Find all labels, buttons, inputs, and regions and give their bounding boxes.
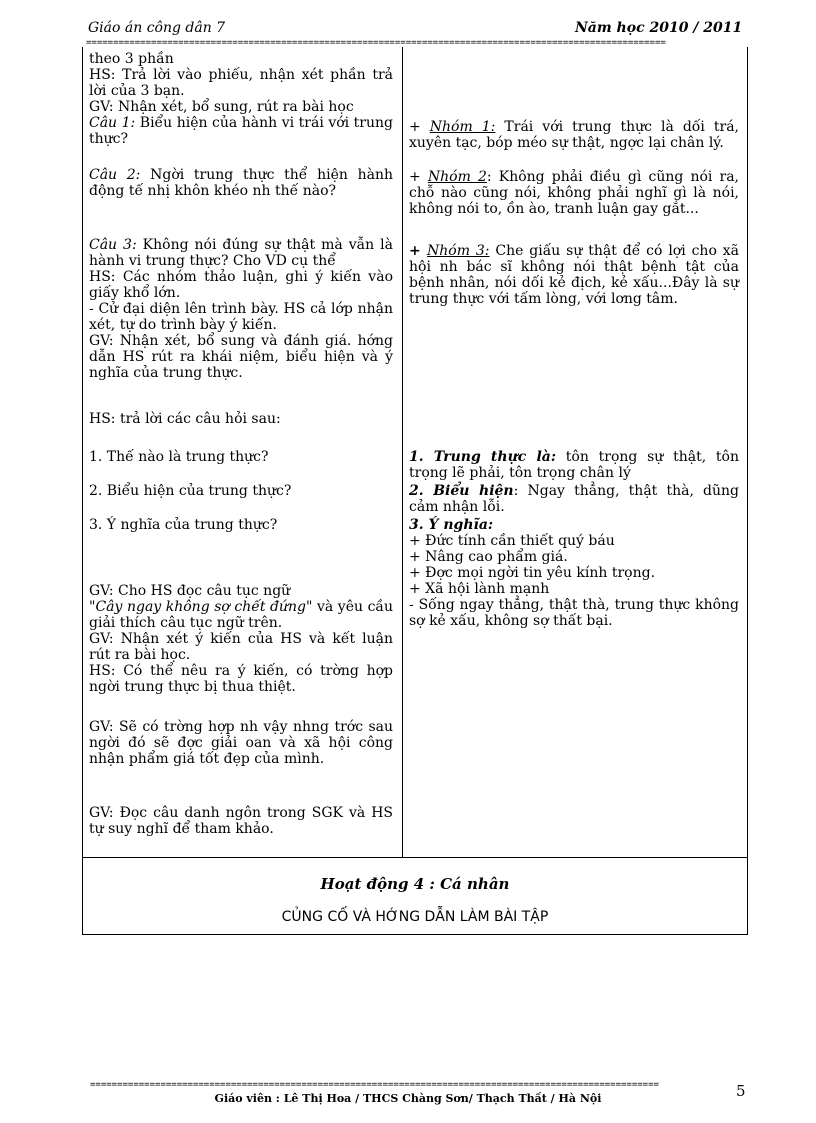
left-text: GV: Sẽ có trờng hợp nh vậy nhng trớc sau ngời đó sẽ đợc giải oan và xã hội công nhận phẩm giá tốt đẹp của mình. xyxy=(89,719,393,767)
group-3-answer: + Nhóm 3: Che giấu sự thật để có lợi cho xã hội nh bác sĩ không nói thật bệnh tật của bệnh nhân, nói dối kẻ địch, kẻ xấu...Đây là sự trung thực với tấm lòng, với lơng tâm. xyxy=(409,243,739,307)
definition-text: tôn trọng sự thật, tôn trọng lẽ phải, tôn trọng chân lý xyxy=(409,449,739,481)
row-divider xyxy=(83,857,747,858)
left-text: GV: Đọc câu danh ngôn trong SGK và HS tự suy nghĩ để tham khảo. xyxy=(89,805,393,837)
left-text: GV: Nhận xét, bổ sung và đánh giá. hớng dẫn HS rút ra khái niệm, biểu hiện và ý nghĩa của trung thực. xyxy=(89,333,393,381)
left-text: HS: Trả lời vào phiếu, nhận xét phần trả lời của 3 bạn. xyxy=(89,67,393,99)
page-number: 5 xyxy=(736,1082,746,1100)
header-rule: =========================================================================================================== xyxy=(86,38,666,48)
meaning-heading: 3. Ý nghĩa: xyxy=(409,517,494,533)
question-2 xyxy=(89,167,393,199)
left-text: 3. Ý nghĩa của trung thực? xyxy=(89,517,278,533)
left-text: 1. Thế nào là trung thực? xyxy=(89,449,269,465)
left-text: GV: Cho HS đọc câu tục ngữ xyxy=(89,583,291,599)
left-text: HS: Có thể nêu ra ý kiến, có trờng hợp ngời trung thực bị thua thiệt. xyxy=(89,663,393,695)
expression xyxy=(409,483,739,515)
group-2-answer: + Nhóm 2: Không phải điều gì cũng nói ra, chỗ nào cũng nói, không phải nghĩ gì là nói, không nói to, ồn ào, tranh luận gay gắt... xyxy=(409,169,740,217)
left-text: - Cử đại diện lên trình bày. HS cả lớp nhận xét, tự do trình bày ý kiến. xyxy=(89,301,393,333)
meaning-item: - Sống ngay thẳng, thật thà, trung thực không sợ kẻ xấu, không sợ thất bại. xyxy=(409,597,739,629)
meaning-item: + Đợc mọi ngời tin yêu kính trọng. xyxy=(409,565,656,581)
lesson-table xyxy=(82,47,748,935)
expression-label: 2. Biểu hiện xyxy=(409,483,514,499)
left-text: theo 3 phần xyxy=(89,51,174,67)
left-text: HS: Các nhóm thảo luận, ghi ý kiến vào giấy khổ lớn. xyxy=(89,269,393,301)
definition xyxy=(409,449,739,481)
proverb-text: và yêu cầu giải thích câu tục ngữ trên. xyxy=(89,599,394,631)
column-divider xyxy=(402,47,403,857)
question-label: Câu 1: xyxy=(89,115,136,131)
left-text: HS: trả lời các câu hỏi sau: xyxy=(89,411,281,427)
expression-text: : Ngay thẳng, thật thà, dũng cảm nhận lỗi. xyxy=(409,483,740,515)
left-text: 2. Biểu hiện của trung thực? xyxy=(89,483,292,499)
footer-rule: ========================================================================================================= xyxy=(90,1080,659,1090)
group-1-answer: + Nhóm 1: Trái với trung thực là dối trá, xuyên tạc, bóp méo sự thật, ngợc lại chân lý. xyxy=(409,119,739,151)
group-label: Nhóm 1: xyxy=(429,119,496,135)
group-label: Nhóm 2 xyxy=(427,169,487,185)
meaning-item: + Nâng cao phẩm giá. xyxy=(409,549,568,565)
activity-subtitle: CỦNG CỐ VÀ HỚNG DẪN LÀM BÀI TẬP xyxy=(281,909,549,925)
group-text: : Không phải điều gì cũng nói ra, chỗ nào cũng nói, không phải nghĩ gì là nói, không nói to, ồn ào, tranh luận gay gắt... xyxy=(409,169,740,217)
meaning-item: + Đức tính cần thiết quý báu xyxy=(409,533,615,549)
group-text: Che giấu sự thật để có lợi cho xã hội nh bác sĩ không nói thật bệnh tật của bệnh nhân, nói dối kẻ địch, kẻ xấu...Đây là sự trung thực với tấm lòng, với lơng tâm. xyxy=(409,243,739,307)
meaning-item: + Xã hội lành mạnh xyxy=(409,581,550,597)
question-1 xyxy=(89,115,393,147)
header-school-year: Năm học 2010 / 2011 xyxy=(575,20,743,36)
group-label: Nhóm 3: xyxy=(427,243,490,259)
left-text: GV: Nhận xét, bổ sung, rút ra bài học xyxy=(89,99,354,115)
question-label: Câu 2: xyxy=(89,167,141,183)
left-text: GV: Nhận xét ý kiến của HS và kết luận rút ra bài học. xyxy=(89,631,393,663)
question-text: Không nói đúng sự thật mà vẫn là hành vi trung thực? Cho VD cụ thể xyxy=(89,237,393,269)
question-text: Ngời trung thực thể hiện hành động tế nhị khôn khéo nh thế nào? xyxy=(89,167,393,199)
footer-teacher: Giáo viên : Lê Thị Hoa / THCS Chàng Sơn/ Thạch Thất / Hà Nội xyxy=(214,1092,602,1105)
question-label: Câu 3: xyxy=(89,237,137,253)
activity-title: Hoạt động 4 : Cá nhân xyxy=(320,875,510,893)
header-subject: Giáo án công dân 7 xyxy=(88,20,226,36)
proverb-quote: "Cây ngay không sợ chết đứng" xyxy=(89,599,313,615)
question-3 xyxy=(89,237,393,269)
definition-label: 1. Trung thực là: xyxy=(409,449,557,465)
group-text: Trái với trung thực là dối trá, xuyên tạc, bóp méo sự thật, ngợc lại chân lý. xyxy=(409,119,739,151)
question-text: Biểu hiện của hành vi trái với trung thực? xyxy=(89,115,393,147)
proverb-paragraph xyxy=(89,599,393,631)
